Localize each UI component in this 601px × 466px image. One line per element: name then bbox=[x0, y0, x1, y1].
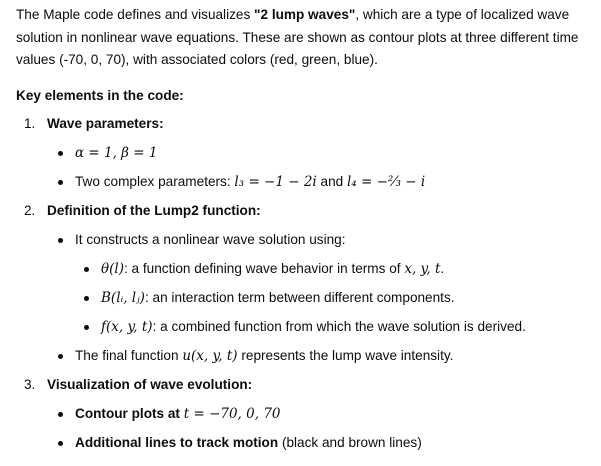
intro-text-1: The Maple code defines and visualizes bbox=[16, 7, 255, 22]
bullet-text: (black and brown lines) bbox=[278, 434, 422, 450]
bullet-text: Two complex parameters: bbox=[75, 173, 235, 189]
bullet-list bbox=[53, 230, 595, 366]
bullet-bold-text: Contour plots at bbox=[75, 405, 184, 421]
sub-bullet-item bbox=[79, 317, 595, 337]
math-expression: θ(l) bbox=[101, 260, 124, 277]
intro-highlight: "2 lump waves" bbox=[254, 7, 356, 22]
list-item-visualization bbox=[16, 375, 595, 453]
item-label: Definition of the Lump2 function: bbox=[47, 202, 261, 218]
bullet-item bbox=[53, 346, 595, 366]
sub-bullet-text: : a combined function from which the wave solution is derived. bbox=[152, 318, 526, 334]
math-expression: x, y, t bbox=[404, 260, 441, 277]
bullet-item bbox=[53, 404, 595, 424]
sub-bullet-text: . bbox=[440, 260, 445, 276]
math-expression: u(x, y, t) bbox=[182, 347, 238, 364]
bullet-bold-text: Additional lines to track motion bbox=[75, 434, 279, 450]
item-label: Visualization of wave evolution: bbox=[47, 376, 253, 392]
sub-bullet-list bbox=[79, 259, 595, 337]
key-elements-list bbox=[16, 114, 595, 453]
list-item-lump2-definition bbox=[16, 201, 595, 366]
bullet-item bbox=[53, 433, 595, 453]
bullet-item bbox=[53, 143, 595, 163]
math-expression: f(x, y, t) bbox=[101, 318, 153, 335]
math-expression: α = 1, β = 1 bbox=[75, 144, 158, 161]
bullet-text: The final function bbox=[75, 347, 183, 363]
bullet-list bbox=[53, 404, 595, 453]
sub-bullet-item bbox=[79, 259, 595, 279]
item-number: 2. bbox=[24, 202, 36, 218]
item-number: 1. bbox=[24, 115, 36, 131]
math-expression: l₃ = −1 − 2i bbox=[234, 173, 317, 190]
bullet-item bbox=[53, 230, 595, 337]
bullet-text: and bbox=[316, 173, 347, 189]
list-item-wave-parameters bbox=[16, 114, 595, 192]
bullet-text: It constructs a nonlinear wave solution using: bbox=[75, 231, 346, 247]
bullet-list bbox=[53, 143, 595, 192]
math-expression: l₄ = −⅔ − i bbox=[346, 173, 426, 190]
bullet-text: represents the lump wave intensity. bbox=[237, 347, 454, 363]
sub-bullet-text: : a function defining wave behavior in terms of bbox=[123, 260, 405, 276]
bullet-item bbox=[53, 172, 595, 192]
key-elements-heading: Key elements in the code: bbox=[16, 87, 184, 103]
sub-bullet-text: : an interaction term between different components. bbox=[144, 289, 455, 305]
intro-paragraph bbox=[16, 4, 595, 72]
math-expression: B(lᵢ, lⱼ) bbox=[101, 289, 145, 306]
sub-bullet-item bbox=[79, 288, 595, 308]
item-number: 3. bbox=[24, 376, 36, 392]
item-label: Wave parameters: bbox=[47, 115, 164, 131]
intro-text-2: , which are a type of localized wave solution in nonlinear wave equations. These are shown as contour plots at three different time values (-70, 0, 70), with associated colors (red, green, blue). bbox=[16, 7, 579, 67]
math-expression: t = −70, 0, 70 bbox=[183, 405, 281, 422]
